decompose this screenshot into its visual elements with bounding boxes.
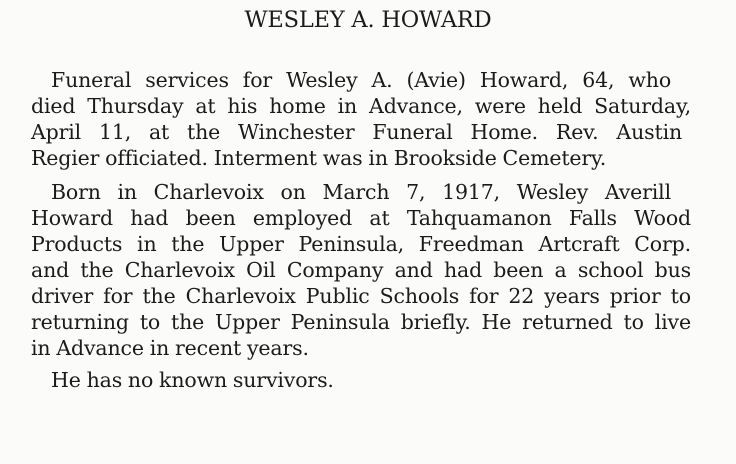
text-line: returning to the Upper Peninsula briefly. He returned to live bbox=[31, 310, 691, 334]
obituary-body bbox=[31, 67, 691, 393]
text-line: April 11, at the Winchester Funeral Home. Rev. Austin bbox=[31, 120, 683, 144]
text-line: Regier officiated. Interment was in Brookside Cemetery. bbox=[31, 146, 607, 170]
text-line: died Thursday at his home in Advance, were held Saturday, bbox=[31, 94, 692, 118]
text-line: Howard had been employed at Tahquamanon Falls Wood bbox=[31, 206, 691, 230]
text-line: Funeral services for Wesley A. (Avie) Howard, 64, who bbox=[51, 68, 672, 92]
text-line: He has no known survivors. bbox=[51, 368, 334, 392]
text-line: driver for the Charlevoix Public Schools for 22 years prior to bbox=[31, 284, 691, 308]
obituary-headline: WESLEY A. HOWARD bbox=[244, 7, 492, 33]
text-line: in Advance in recent years. bbox=[31, 336, 309, 360]
text-line: Products in the Upper Peninsula, Freedman Artcraft Corp. bbox=[31, 232, 691, 256]
paragraph-services bbox=[31, 67, 691, 171]
paragraph-survivors bbox=[31, 367, 691, 393]
paragraph-biography bbox=[31, 179, 691, 361]
text-line: and the Charlevoix Oil Company and had been a school bus bbox=[31, 258, 692, 282]
text-line: Born in Charlevoix on March 7, 1917, Wesley Averill bbox=[51, 180, 671, 204]
